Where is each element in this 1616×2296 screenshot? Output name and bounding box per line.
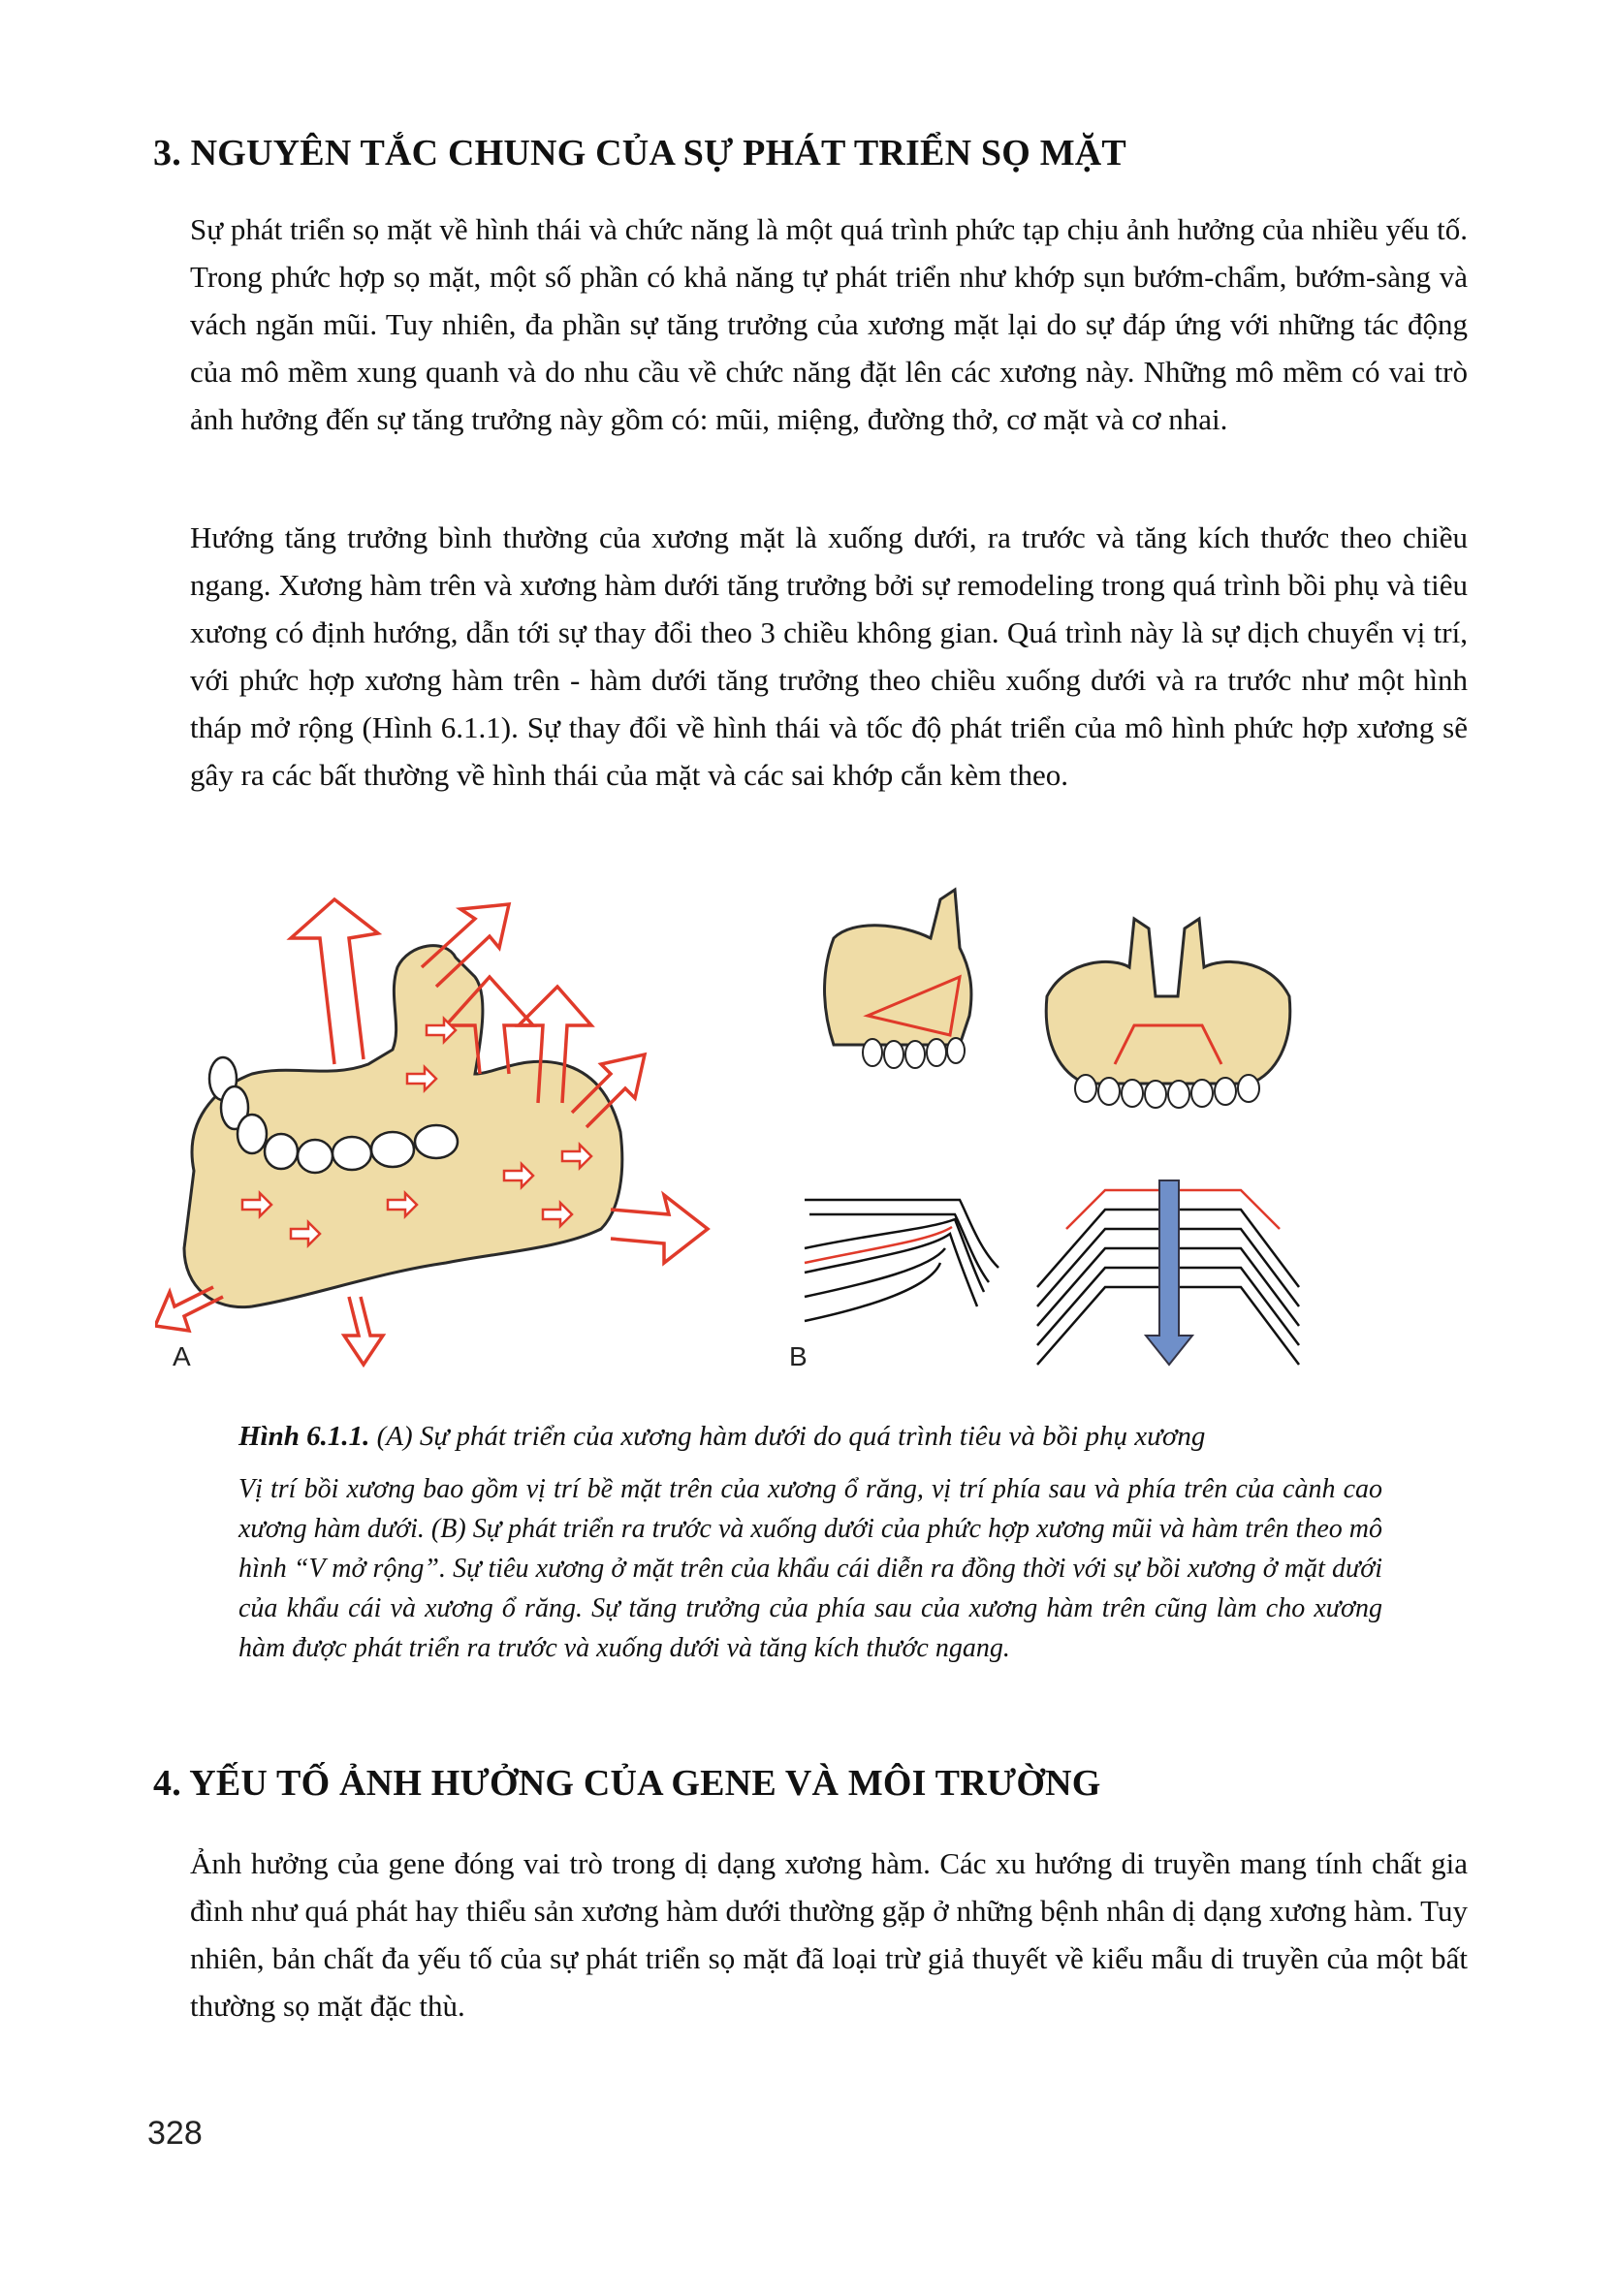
page-number: 328 <box>147 2115 203 2152</box>
figure-number: Hình 6.1.1. <box>238 1421 370 1452</box>
figure-caption-title <box>238 1417 1460 1456</box>
panel-b-label: B <box>789 1341 808 1371</box>
panel-a-label: A <box>173 1341 191 1371</box>
paragraph-3: Ảnh hưởng của gene đóng vai trò trong dị dạng xương hàm. Các xu hướng di truyền mang tính chất gia đình như quá phát hay thiểu sản xương hàm dưới thường gặp ở những bệnh nhân dị dạng xương hàm. Tuy nhiên, bản chất đa yếu tố của sự phát triển sọ mặt đã loại trừ giả thuyết về kiểu mẫu di truyền của một bất thường sọ mặt đặc thù. <box>190 1846 1468 2023</box>
figure-illustration <box>155 880 1483 1403</box>
paragraph-1: Sự phát triển sọ mặt về hình thái và chức năng là một quá trình phức tạp chịu ảnh hưởng của nhiều yếu tố. Trong phức hợp sọ mặt, một số phần có khả năng tự phát triển như khớp sụn bướm-chẩm, bướm-sàng và vách ngăn mũi. Tuy nhiên, đa phần sự tăng trưởng của xương mặt lại do sự đáp ứng với những tác động của mô mềm xung quanh và do nhu cầu về chức năng đặt lên các xương này. Những mô mềm có vai trò ảnh hưởng đến sự tăng trưởng này gồm có: mũi, miệng, đường thở, cơ mặt và cơ nhai. <box>190 212 1468 436</box>
down-arrow <box>1146 1180 1192 1365</box>
figure-caption-body: Vị trí bồi xương bao gồm vị trí bề mặt trên của xương ổ răng, vị trí phía sau và phía trên của cành cao xương hàm dưới. (B) Sự phát triển ra trước và xuống dưới của phức hợp xương mũi và hàm trên theo mô hình “V mở rộng”. Sự tiêu xương ở mặt trên của khẩu cái diễn ra đồng thời với sự bồi xương ở mặt dưới của khẩu cái và xương ổ răng. Sự tăng trưởng của phía sau của xương hàm trên cũng làm cho xương hàm được phát triển ra trước và xuống dưới và tăng kích thước ngang. <box>238 1474 1382 1663</box>
section-heading-4: 4. YẾU TỐ ẢNH HƯỞNG CỦA GENE VÀ MÔI TRƯỜNG <box>153 1763 1101 1804</box>
section-heading-3: 3. NGUYÊN TẮC CHUNG CỦA SỰ PHÁT TRIỂN SỌ MẶT <box>153 133 1126 173</box>
figure-6-1-1 <box>155 880 1483 1403</box>
panel-b-maxilla <box>805 890 1299 1365</box>
paragraph-2: Hướng tăng trưởng bình thường của xương mặt là xuống dưới, ra trước và tăng kích thước theo chiều ngang. Xương hàm trên và xương hàm dưới tăng trưởng bởi sự remodeling trong quá trình bồi phụ và tiêu xương có định hướng, dẫn tới sự thay đổi theo 3 chiều không gian. Quá trình này là sự dịch chuyển vị trí, với phức hợp xương hàm trên - hàm dưới tăng trưởng theo chiều xuống dưới và ra trước như một hình tháp mở rộng (Hình 6.1.1). Sự thay đổi về hình thái và tốc độ phát triển của mô hình phức hợp xương sẽ gây ra các bất thường về hình thái của mặt và các sai khớp cắn kèm theo. <box>190 520 1468 792</box>
lateral-growth-lines <box>805 1200 998 1321</box>
maxilla-frontal-view <box>1046 919 1290 1084</box>
panel-a-mandible <box>155 899 708 1365</box>
figure-caption-title-text: (A) Sự phát triển của xương hàm dưới do quá trình tiêu và bồi phụ xương <box>369 1421 1206 1452</box>
